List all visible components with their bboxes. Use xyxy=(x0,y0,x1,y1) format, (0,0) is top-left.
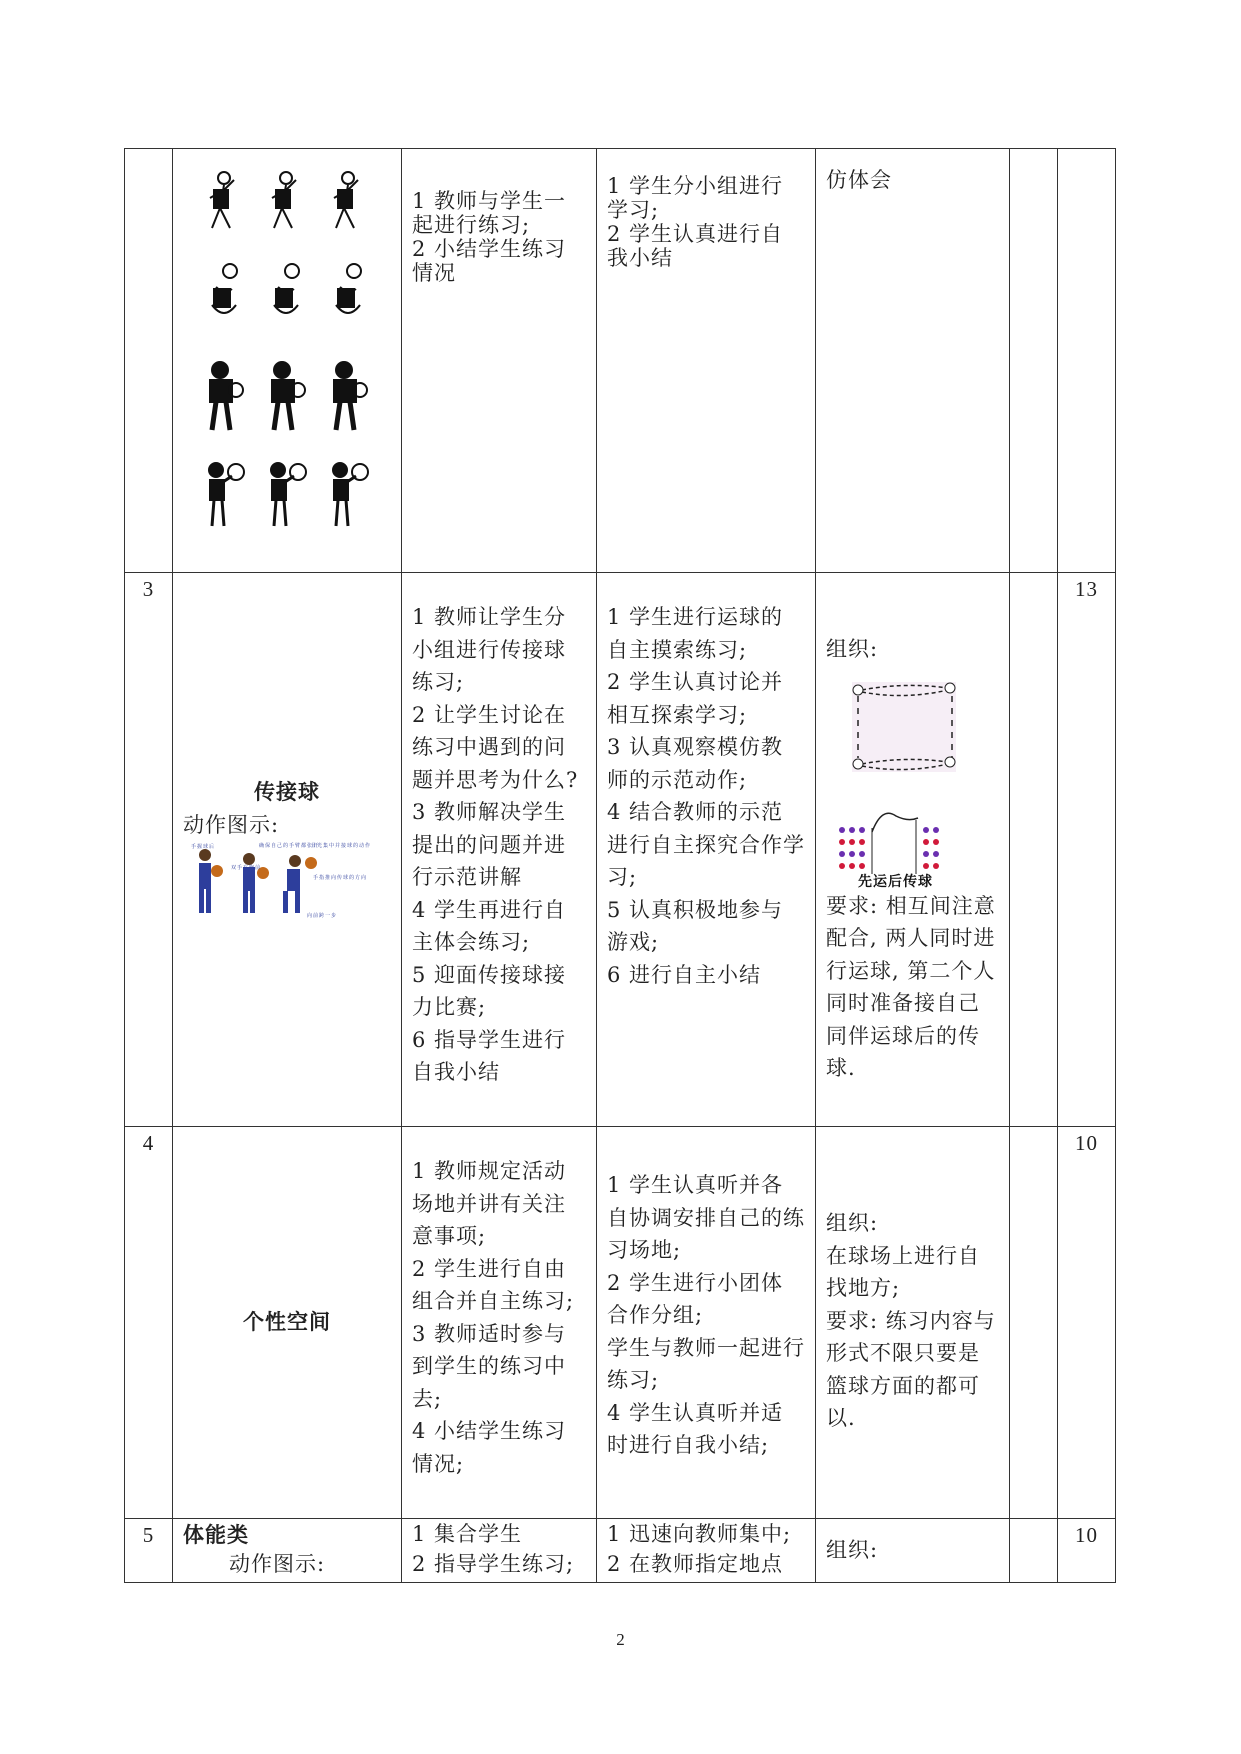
student-activity: 4 学生认真听并适时进行自我小结; xyxy=(607,1400,784,1457)
teacher-activity: 2 学生进行自由组合并自主练习; xyxy=(412,1256,575,1313)
teacher-activity: 2 小结学生练习情况 xyxy=(412,237,567,285)
row-number: 3 xyxy=(125,573,173,1127)
time-value: 13 xyxy=(1058,573,1116,1127)
student-activity: 学生与教师一起进行练习; xyxy=(607,1335,805,1392)
organization-text: 仿体会 xyxy=(826,168,892,192)
organization-text: 组织: xyxy=(826,1211,879,1235)
requirement-text: 要求: 相互间注意配合, 两人同时进行运球, 第二个人同时准备接自己同伴运球后的传球. xyxy=(826,893,996,1080)
teacher-activity: 3 教师解决学生提出的问题并进行示范讲解 xyxy=(412,800,567,889)
empty-cell xyxy=(1010,1127,1058,1519)
section-title: 个性空间 xyxy=(173,1127,402,1519)
student-activity: 1 学生进行运球的自主摸索练习; xyxy=(607,605,784,662)
teacher-activity: 4 学生再进行自主体会练习; xyxy=(412,897,567,954)
shooting-sequence-figures xyxy=(192,165,382,555)
row-number xyxy=(125,149,173,573)
student-activity: 5 认真积极地参与游戏; xyxy=(607,897,784,954)
figure-label: 向前跨一步 xyxy=(307,913,338,919)
teacher-activity: 2 让学生讨论在练习中遇到的问题并思考为什么? xyxy=(412,702,579,792)
passing-drill-diagram xyxy=(844,672,974,782)
figure-label: 确保自己的手臂都张开 xyxy=(259,843,320,849)
row-number: 5 xyxy=(125,1519,173,1583)
time-value xyxy=(1058,149,1116,573)
figure-caption: 动作图示: xyxy=(229,1552,326,1576)
organization-text: 组织: xyxy=(826,1538,879,1563)
student-activity: 1 迅速向教师集中; xyxy=(607,1522,792,1546)
teacher-activity: 4 小结学生练习情况; xyxy=(412,1419,567,1476)
table-row xyxy=(125,1127,1116,1519)
student-activity: 3 认真观察模仿教师的示范动作; xyxy=(607,735,784,792)
teacher-activity: 1 教师与学生一起进行练习; xyxy=(412,189,567,237)
teacher-activity: 1 教师让学生分小组进行传接球练习; xyxy=(412,605,567,694)
diagram-caption: 先运后传球 xyxy=(858,873,933,890)
table-row xyxy=(125,573,1116,1127)
student-activity: 2 学生进行小团体合作分组; xyxy=(607,1270,784,1327)
teacher-activity: 5 迎面传接球接力比赛; xyxy=(412,962,567,1019)
court-dots-diagram xyxy=(836,808,946,888)
figure-label: 目光集中并接球的动作 xyxy=(311,843,372,849)
student-activity: 1 学生分小组进行学习; xyxy=(607,174,784,222)
page-number: 2 xyxy=(616,1630,625,1649)
figure-label: 双手在胸前 xyxy=(231,865,262,871)
empty-cell xyxy=(1010,573,1058,1127)
figure-caption: 动作图示: xyxy=(183,812,280,837)
student-activity: 2 学生认真讨论并相互探索学习; xyxy=(607,670,784,727)
section-title: 体能类 xyxy=(183,1523,249,1547)
teacher-activity: 1 教师规定活动场地并讲有关注意事项; xyxy=(412,1159,567,1248)
student-activity: 2 学生认真进行自我小结 xyxy=(607,222,784,270)
lesson-plan-table xyxy=(124,148,1116,1583)
empty-cell xyxy=(1010,1519,1058,1583)
time-value: 10 xyxy=(1058,1127,1116,1519)
teacher-activity: 3 教师适时参与到学生的练习中去; xyxy=(412,1321,567,1411)
empty-cell xyxy=(1010,149,1058,573)
time-value: 10 xyxy=(1058,1519,1116,1583)
student-activity: 1 学生认真听并各自协调安排自己的练习场地; xyxy=(607,1173,805,1262)
student-activity: 2 在教师指定地点 xyxy=(607,1552,784,1576)
section-title: 传接球 xyxy=(254,780,320,804)
requirement-text: 要求: 练习内容与形式不限只要是篮球方面的都可以. xyxy=(826,1308,996,1430)
student-activity: 4 结合教师的示范进行自主探究合作学习; xyxy=(607,800,805,889)
passing-action-figures xyxy=(183,841,372,923)
student-activity: 6 进行自主小结 xyxy=(607,962,762,987)
teacher-activity: 1 集合学生 xyxy=(412,1522,523,1546)
action-figures-cell xyxy=(173,149,402,573)
teacher-activity: 6 指导学生进行自我小结 xyxy=(412,1027,567,1084)
row-number: 4 xyxy=(125,1127,173,1519)
organization-text: 在球场上进行自找地方; xyxy=(826,1243,980,1300)
table-row xyxy=(125,149,1116,573)
figure-label: 手握球后 xyxy=(191,844,216,850)
table-row xyxy=(125,1519,1116,1583)
teacher-activity: 2 指导学生练习; xyxy=(412,1552,575,1576)
organization-label: 组织: xyxy=(826,637,879,661)
figure-label: 手指推向传球的方向 xyxy=(313,875,368,881)
